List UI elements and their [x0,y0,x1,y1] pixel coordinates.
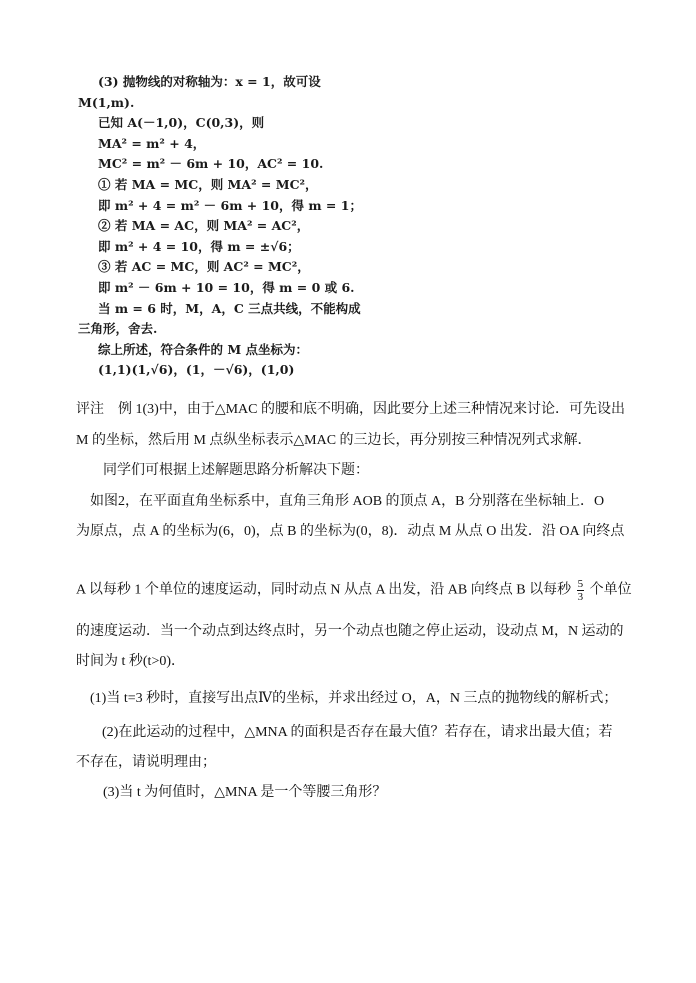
question-1: (1)当 t=3 秒时，直接写出点Ⅳ的坐标，并求出经过 O，A，N 三点的抛物线的解析式； [90,691,618,706]
question-3: (3)当 t 为何值时，△MNA 是一个等腰三角形？ [103,785,387,800]
problem-line-4: 的速度运动．当一个动点到达终点时，另一个动点也随之停止运动，设动点 M，N 运动的 [76,624,624,639]
solution-line: 综上所述，符合条件的 M 点坐标为： [98,341,309,357]
question-2: (2)在此运动的过程中，△MNA 的面积是否存在最大值？若存在，请求出最大值；若 [102,725,613,740]
solution-line: 即 m² － 6m + 10 = 10，得 m = 0 或 6. [98,279,355,295]
commentary-line-2: M 的坐标，然后用 M 点纵坐标表示△MAC 的三边长，再分别按三种情况列式求解． [76,433,592,448]
solution-line: (1,1)(1,√6)，(1，－√6)，(1,0) [98,362,295,378]
solution-line: ③ 若 AC = MC，则 AC² = MC²， [98,259,310,275]
solution-line: 即 m² + 4 = 10，得 m = ±√6； [98,238,300,254]
solution-line: 当 m = 6 时，M，A，C 三点共线，不能构成 [98,300,361,316]
question-2-cont: 不存在，请说明理由； [76,755,216,770]
problem-line-1: 如图2，在平面直角坐标系中，直角三角形 AOB 的顶点 A，B 分别落在坐标轴上．O [90,494,605,509]
fraction-numerator: 5 [577,578,584,590]
problem-line-5: 时间为 t 秒(t>0)． [76,654,185,669]
solution-line: 即 m² + 4 = m² － 6m + 10，得 m = 1； [98,197,362,213]
solution-line: (3) 抛物线的对称轴为：x = 1，故可设 [98,74,321,89]
intro-line: 同学们可根据上述解题思路分析解决下题： [103,463,369,478]
solution-line: 已知 A(－1,0)，C(0,3)，则 [98,115,265,131]
solution-line: 三角形，舍去. [78,321,158,337]
scanned-solution-block [78,72,378,381]
solution-line: ② 若 MA = AC，则 MA² = AC²， [98,218,310,234]
fraction [577,578,585,603]
fraction-denominator: 3 [577,591,584,603]
solution-line: MA² = m² + 4， [98,135,206,151]
problem-line-3-text: A 以每秒 1 个单位的速度运动，同时动点 N 从点 A 出发，沿 AB 向终点 B 以每秒 [76,582,572,598]
solution-line: MC² = m² － 6m + 10，AC² = 10. [98,156,324,172]
commentary-line-1: 评注 例 1(3)中，由于△MAC 的腰和底不明确，因此要分上述三种情况来讨论．可先设出 [76,402,625,417]
solution-line: ① 若 MA = MC，则 MA² = MC²， [98,176,318,192]
problem-line-2: 为原点，点 A 的坐标为(6，0)，点 B 的坐标为(0，8)．动点 M 从点 O 出发．沿 OA 向终点 [76,524,625,539]
problem-line-3 [76,578,632,603]
solution-line: M(1,m). [78,94,135,110]
problem-line-3-tail: 个单位 [589,582,632,598]
